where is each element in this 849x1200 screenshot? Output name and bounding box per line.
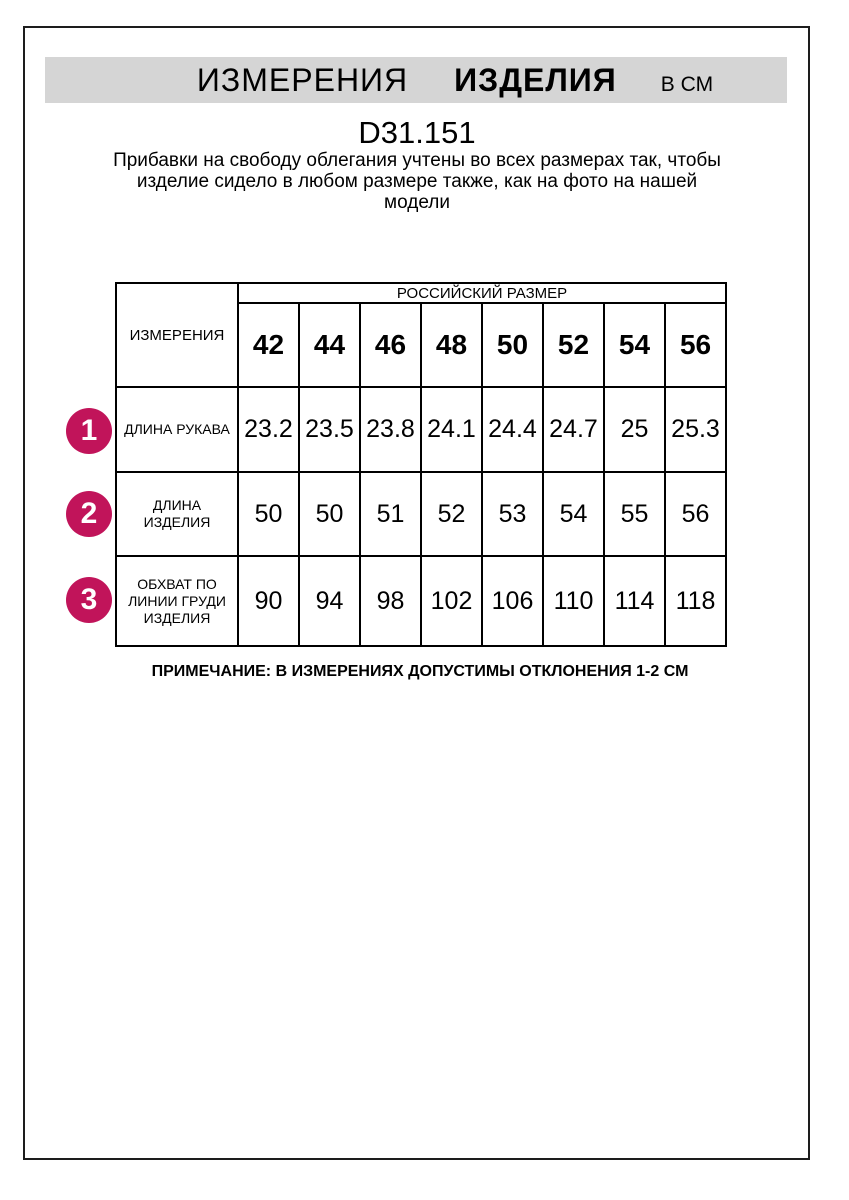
cell-value: 55 — [604, 472, 665, 556]
size-header-56: 56 — [665, 303, 726, 387]
cell-value: 25 — [604, 387, 665, 472]
cell-value: 114 — [604, 556, 665, 646]
russian-size-header: РОССИЙСКИЙ РАЗМЕР — [238, 283, 726, 303]
tolerance-note: ПРИМЕЧАНИЕ: В ИЗМЕРЕНИЯХ ДОПУСТИМЫ ОТКЛОНЕНИЯ 1-2 СМ — [151, 663, 689, 680]
cell-value: 53 — [482, 472, 543, 556]
cell-value: 51 — [360, 472, 421, 556]
size-header-46: 46 — [360, 303, 421, 387]
size-table — [115, 282, 727, 647]
cell-value: 106 — [482, 556, 543, 646]
title-product: ИЗДЕЛИЯ — [454, 62, 617, 98]
cell-value: 52 — [421, 472, 482, 556]
table-row-sleeve-length — [116, 387, 726, 472]
fit-description-line: изделие сидело в любом размере также, как на фото на нашей — [136, 171, 698, 192]
size-header-52: 52 — [543, 303, 604, 387]
cell-value: 24.1 — [421, 387, 482, 472]
cell-value: 50 — [299, 472, 360, 556]
cell-value: 50 — [238, 472, 299, 556]
size-header-42: 42 — [238, 303, 299, 387]
row-marker-3-number: 3 — [80, 583, 98, 616]
cell-value: 90 — [238, 556, 299, 646]
title-measurements: ИЗМЕРЕНИЯ — [196, 62, 409, 98]
measurements-column-header: ИЗМЕРЕНИЯ — [116, 283, 238, 387]
row-label-sleeve-length: ДЛИНА РУКАВА — [116, 387, 238, 472]
size-header-54: 54 — [604, 303, 665, 387]
cell-value: 94 — [299, 556, 360, 646]
cell-value: 56 — [665, 472, 726, 556]
fit-description-line: Прибавки на свободу облегания учтены во всех размерах так, чтобы — [113, 150, 721, 171]
cell-value: 23.2 — [238, 387, 299, 472]
cell-value: 118 — [665, 556, 726, 646]
cell-value: 23.8 — [360, 387, 421, 472]
fit-description-line: модели — [384, 192, 450, 213]
cell-value: 54 — [543, 472, 604, 556]
cell-value: 98 — [360, 556, 421, 646]
title-units: В СМ — [660, 73, 714, 96]
row-marker-1 — [66, 408, 112, 454]
size-header-50: 50 — [482, 303, 543, 387]
table-row-chest-girth — [116, 556, 726, 646]
row-label-garment-length: ДЛИНА ИЗДЕЛИЯ — [116, 472, 238, 556]
cell-value: 110 — [543, 556, 604, 646]
size-header-44: 44 — [299, 303, 360, 387]
product-code: D31.151 — [358, 115, 476, 150]
fit-description — [0, 150, 834, 213]
cell-value: 23.5 — [299, 387, 360, 472]
title-banner — [45, 57, 787, 103]
cell-value: 24.7 — [543, 387, 604, 472]
row-marker-2 — [66, 491, 112, 537]
row-marker-2-number: 2 — [80, 497, 98, 530]
cell-value: 102 — [421, 556, 482, 646]
cell-value: 24.4 — [482, 387, 543, 472]
row-marker-1-number: 1 — [80, 414, 98, 447]
cell-value: 25.3 — [665, 387, 726, 472]
row-label-chest-girth: ОБХВАТ ПО ЛИНИИ ГРУДИ ИЗДЕЛИЯ — [116, 556, 238, 646]
row-marker-3 — [66, 577, 112, 623]
size-header-48: 48 — [421, 303, 482, 387]
table-row-garment-length — [116, 472, 726, 556]
